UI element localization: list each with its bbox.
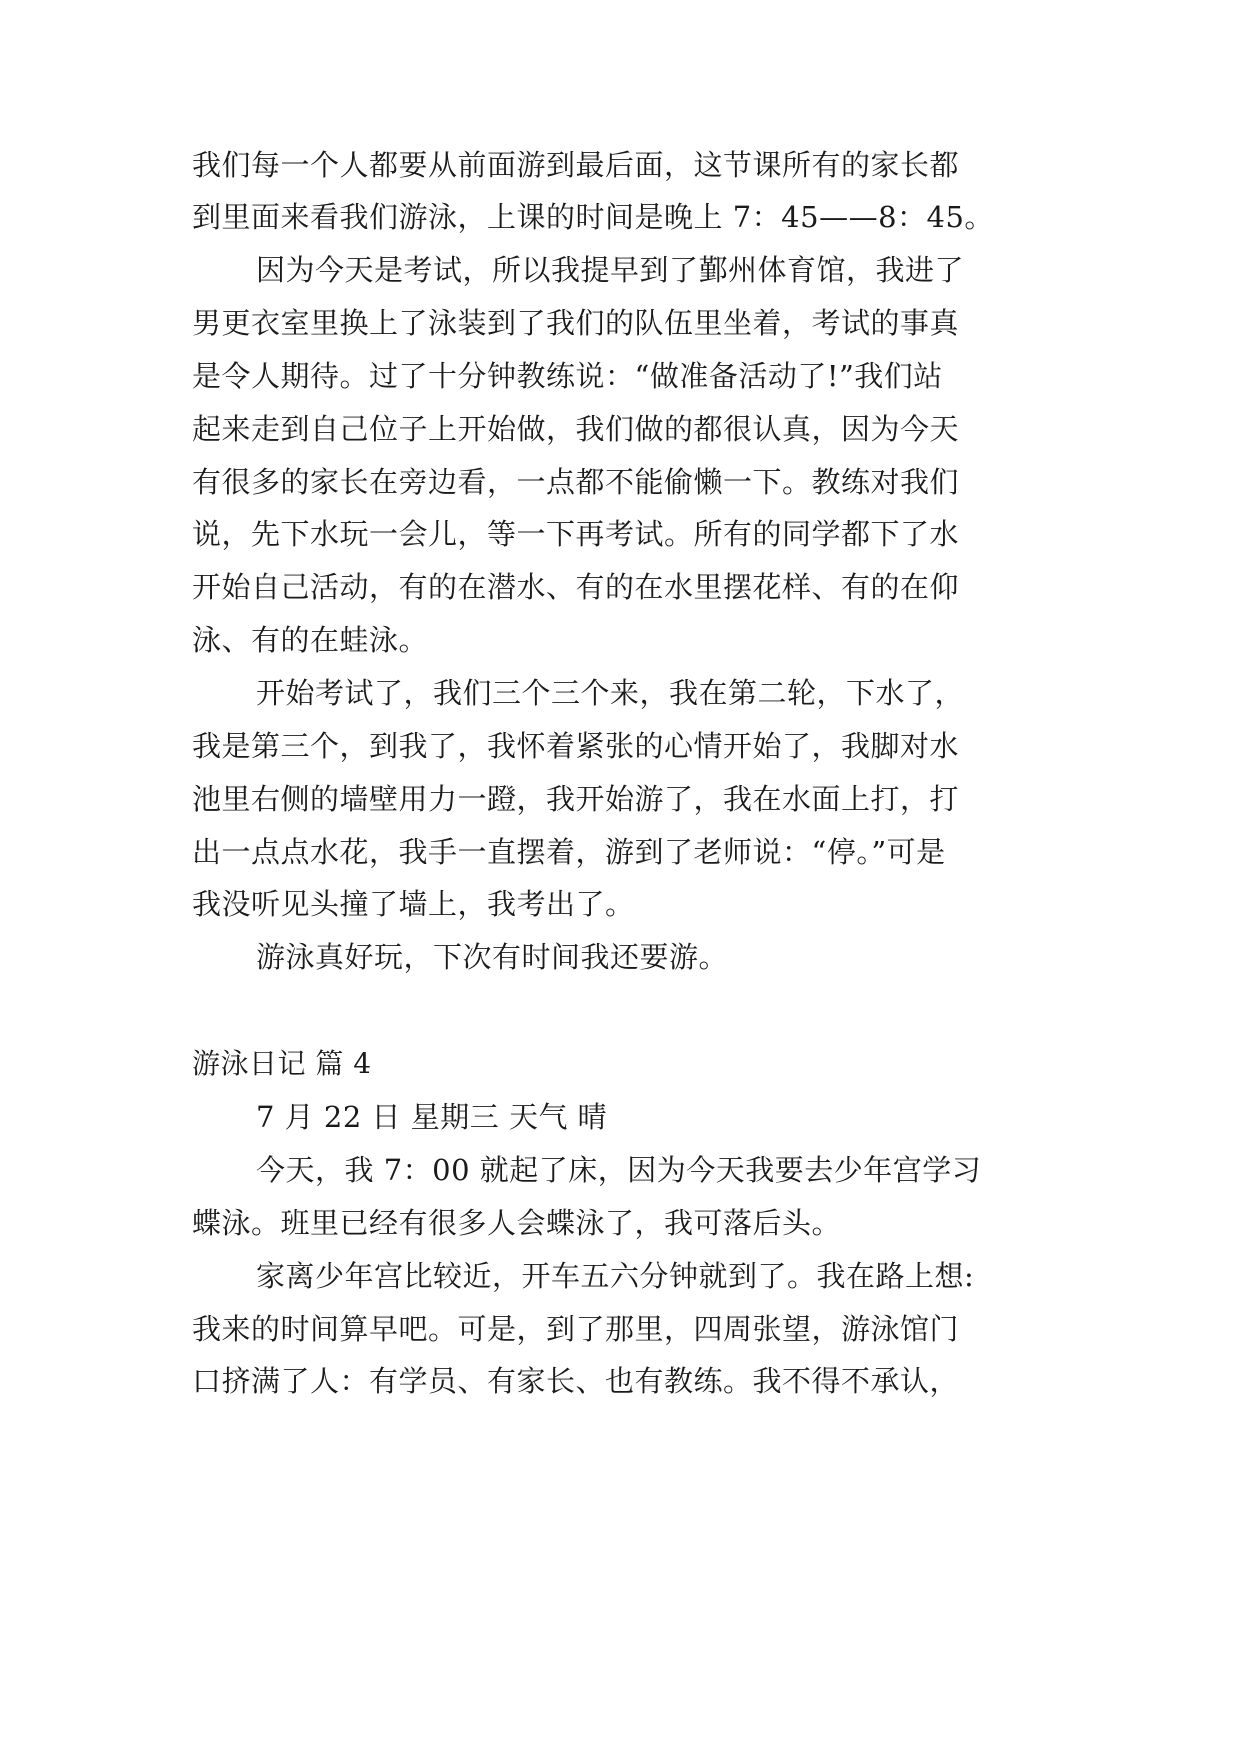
paragraph-line: 我来的时间算早吧。可是，到了那里，四周张望，游泳馆门	[192, 1312, 960, 1346]
paragraph-line: 今天，我 7：00 就起了床，因为今天我要去少年宫学习	[256, 1153, 982, 1187]
paragraph-line: 男更衣室里换上了泳装到了我们的队伍里坐着，考试的事真	[192, 306, 960, 340]
paragraph-line: 说，先下水玩一会儿，等一下再考试。所有的同学都下了水	[192, 517, 960, 551]
paragraph-line: 开始考试了，我们三个三个来，我在第二轮，下水了，	[256, 676, 965, 710]
paragraph-line: 泳、有的在蛙泳。	[192, 623, 429, 657]
paragraph-line: 是令人期待。过了十分钟教练说：“做准备活动了!”我们站	[192, 359, 943, 393]
date-weather-line: 7 月 22 日 星期三 天气 晴	[256, 1100, 608, 1134]
paragraph-line: 有很多的家长在旁边看，一点都不能偷懒一下。教练对我们	[192, 465, 960, 499]
paragraph-line: 池里右侧的墙壁用力一蹬，我开始游了，我在水面上打，打	[192, 782, 960, 816]
paragraph-line: 我们每一个人都要从前面游到最后面，这节课所有的家长都	[192, 148, 960, 182]
paragraph-line: 我是第三个，到我了，我怀着紧张的心情开始了，我脚对水	[192, 729, 960, 763]
paragraph-line: 口挤满了人：有学员、有家长、也有教练。我不得不承认，	[192, 1364, 960, 1398]
section-title: 游泳日记 篇 4	[192, 1047, 372, 1080]
paragraph-line: 游泳真好玩，下次有时间我还要游。	[256, 940, 729, 974]
paragraph-line: 家离少年宫比较近，开车五六分钟就到了。我在路上想:	[256, 1259, 975, 1293]
paragraph-line: 因为今天是考试，所以我提早到了鄞州体育馆，我进了	[256, 253, 965, 287]
paragraph-line: 蝶泳。班里已经有很多人会蝶泳了，我可落后头。	[192, 1206, 842, 1240]
paragraph-line: 出一点点水花，我手一直摆着，游到了老师说：“停。”可是	[192, 835, 946, 869]
paragraph-line: 我没听见头撞了墙上，我考出了。	[192, 887, 635, 921]
paragraph-line: 开始自己活动，有的在潜水、有的在水里摆花样、有的在仰	[192, 570, 960, 604]
paragraph-line: 起来走到自己位子上开始做，我们做的都很认真，因为今天	[192, 412, 960, 446]
paragraph-line: 到里面来看我们游泳，上课的时间是晚上 7：45——8：45。	[192, 200, 994, 234]
